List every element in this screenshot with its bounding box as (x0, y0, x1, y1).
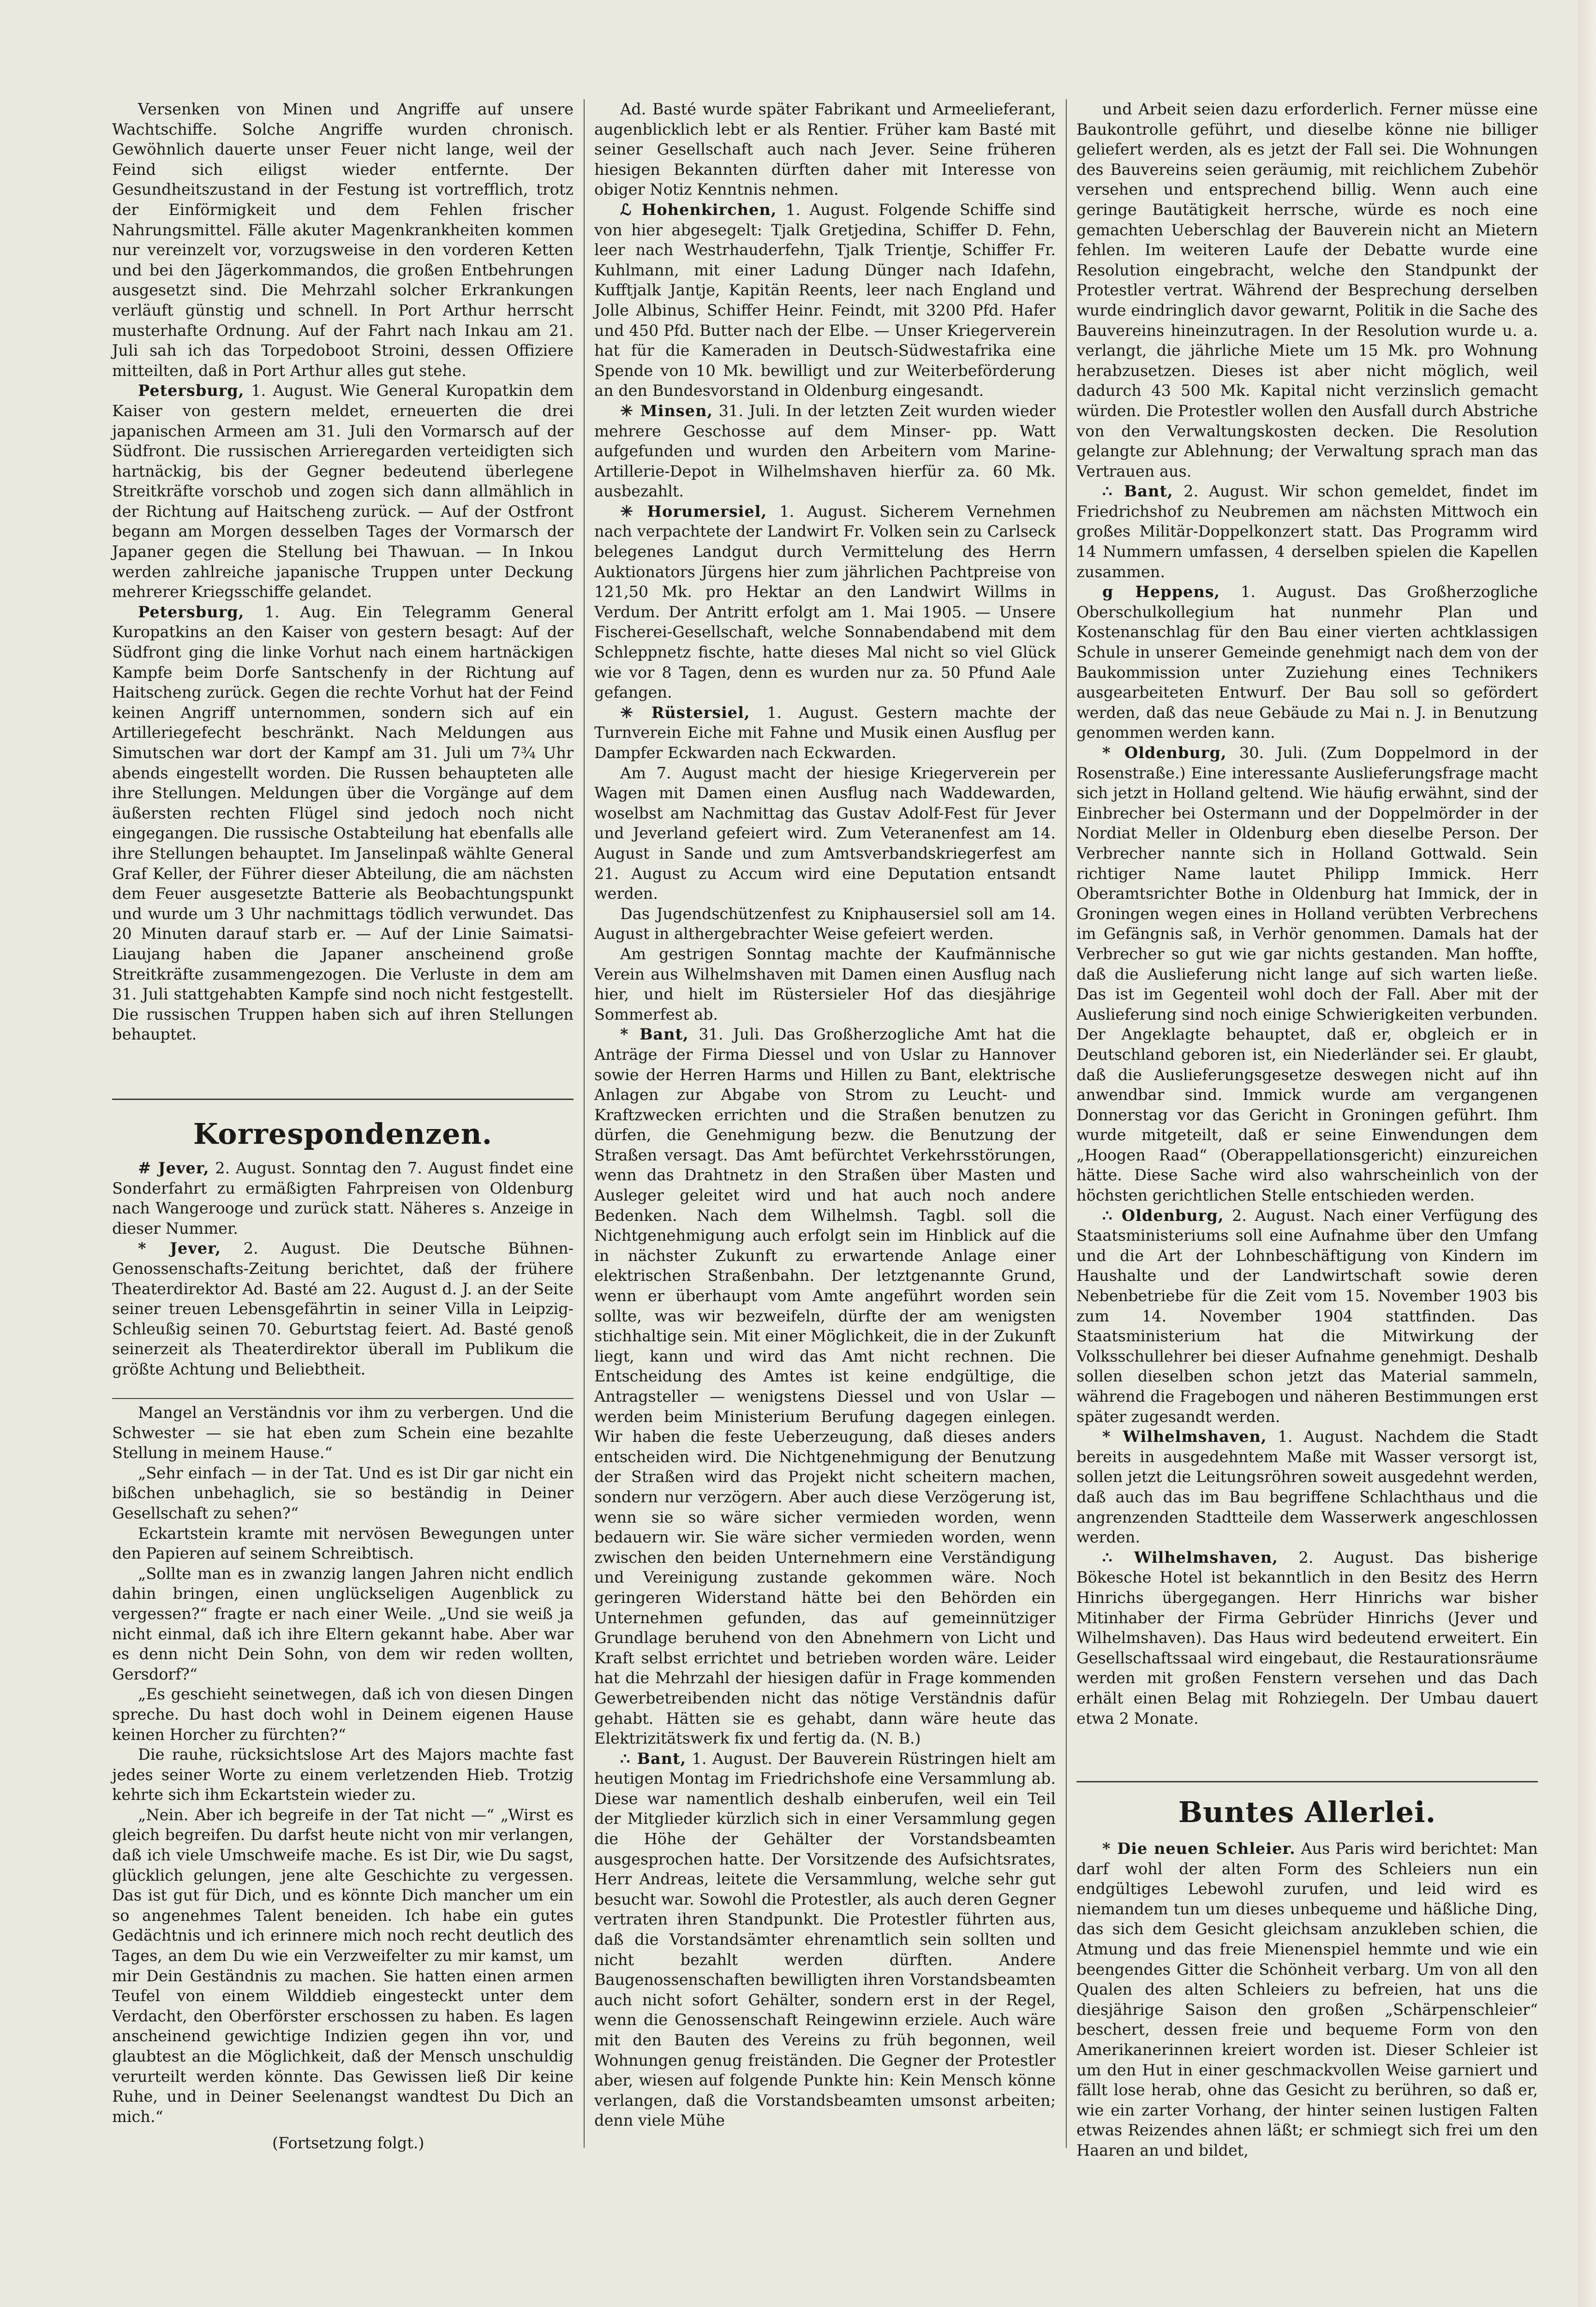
article-paragraph (112, 1238, 574, 1379)
article-paragraph (594, 502, 1056, 703)
paragraph-text: „Es geschieht seinetwegen, daß ich von diesen Dingen spreche. Du hast doch wohl in Deinem eigenen Hause keinen Horcher zu fürchten?“ (112, 1685, 574, 1744)
column-rule-2 (1066, 99, 1067, 2148)
paragraph-text: 1. August. Sicherem Vernehmen nach verpachtete der Landwirt Fr. Volken sein zu Carlseck belegenes Landgut durch Vermittelung des Herrn Auktionators Jürgens hier zum jährlichen Pachtpreise von 121,50 Mk. pro Hektar an den Landwirt Willms in Verdum. Der Antritt erfolgt am 1. Mai 1905. — Unsere Fischerei-Gesellschaft, welche Sonnabendabend mit dem Schleppnetz fischte, hatte dieses Mal nicht so viel Glück wie vor 8 Tagen, denn es wurden nur za. 50 Pfund Aale gefangen. (594, 502, 1056, 702)
article-paragraph (594, 703, 1056, 763)
article-paragraph (112, 1158, 574, 1238)
dateline: ∴ Bant, (1102, 482, 1173, 501)
article-paragraph (594, 1749, 1056, 2131)
continuation-note: (Fortsetzung folgt.) (272, 2134, 424, 2152)
paragraph-text: 2. August. Wir schon gemeldet, findet im Friedrichshof zu Neubremen am nächsten Mittwoch ein großes Militär-Doppelkonzert statt. Das Programm wird 14 Nummern umfassen, 4 derselben spielen die Kapellen zusammen. (1076, 482, 1538, 581)
article-paragraph (594, 1024, 1056, 1748)
article-paragraph (594, 401, 1056, 502)
article-paragraph (112, 1403, 574, 1463)
article-paragraph (112, 381, 574, 602)
article-paragraph (594, 99, 1056, 200)
article-paragraph (112, 99, 574, 381)
article-paragraph (594, 763, 1056, 904)
buntes-text (1076, 1839, 1538, 2161)
dateline: * Bant, (620, 1025, 689, 1044)
paragraph-text: 1. August. Das Großherzogliche Oberschulkollegium hat nunmehr Plan und Kostenanschlag für den Bau einer vierten achtklassigen Schule in unserer Gemeinde genehmigt nach dem von der Baukommission unter Zuziehung eines Technikers ausgearbeiteten Entwurf. Der Bau soll so gefördert werden, daß das neue Gebäude zu Mai n. J. in Benutzung genommen werden kann. (1076, 583, 1538, 742)
dateline: * Oldenburg, (1102, 744, 1227, 762)
dateline: # Jever, (138, 1159, 209, 1177)
korrespondenzen-text (112, 1158, 574, 1380)
article-paragraph (1076, 481, 1538, 582)
paragraph-text: Ad. Basté wurde später Fabrikant und Armeelieferant, augenblicklich lebt er als Rentier. Früher kam Basté mit seiner Gesellschaft auch nach Jever. Seine früheren hiesigen Bekannten dürften daher mit Interesse von obiger Notiz Kenntnis nehmen. (594, 100, 1056, 199)
section-divider (112, 1099, 574, 1100)
article-paragraph (112, 1463, 574, 1524)
dateline: * Jever, (138, 1239, 221, 1258)
paragraph-text: „Sehr einfach — in der Tat. Und es ist Dir gar nicht ein bißchen unbehaglich, sie so beständig in Deiner Gesellschaft zu sehen?“ (112, 1464, 574, 1522)
dateline: g Heppens, (1102, 583, 1220, 601)
article-paragraph (112, 1564, 574, 1685)
dateline: ∴ Wilhelmshaven, (1102, 1548, 1278, 1566)
dateline: * Die neuen Schleier. (1102, 1840, 1296, 1858)
article-paragraph (1076, 99, 1538, 481)
article-paragraph (112, 1745, 574, 1805)
article-paragraph (1076, 743, 1538, 1206)
article-paragraph (594, 944, 1056, 1024)
article-paragraph (112, 1524, 574, 1564)
article-paragraph (594, 200, 1056, 401)
dateline: Petersburg, (138, 603, 245, 621)
feuilleton-divider (112, 1398, 574, 1399)
paragraph-text: „Nein. Aber ich begreife in der Tat nicht —“ „Wirst es gleich begreifen. Du darfst heute nicht von mir verlangen, daß ich viele Umschweife mache. Es ist Dir, wie Du sagst, glücklich gelungen, jene alte Geschichte zu vergessen. Das ist gut für Dich, und es könnte Dich mancher um ein so angenehmes Talent beneiden. Ich habe ein gutes Gedächtnis und ich erinnere mich noch recht deutlich des Tages, an dem Du wie ein Verzweifelter zu mir kamst, um mir Dein Geständnis zu machen. Sie hatten einen armen Teufel von einem Wilddieb eingesteckt unter dem Verdacht, den Oberförster erschossen zu haben. Es lagen anscheinend gewichtige Indizien gegen ihn vor, und glaubtest an die Möglichkeit, daß der Mensch unschuldig verurteilt werden könnte. Das Gewissen ließ Dir keine Ruhe, und in Deiner Seelenangst wandtest Du Dich an mich.“ (112, 1805, 574, 2126)
paragraph-text: Am 7. August macht der hiesige Kriegerverein per Wagen mit Damen einen Ausflug nach Waddewarden, woselbst am Nachmittag das Gustav Adolf-Fest für Jever und Jeverland gefeiert wird. Zum Veteranenfest am 14. August in Sande und zum Amtsverbandskriegerfest am 21. August zu Accum wird eine Deputation entsandt werden. (594, 764, 1056, 903)
article-paragraph (1076, 1206, 1538, 1427)
paragraph-text: 2. August. Nach einer Verfügung des Staatsministeriums soll eine Aufnahme über den Umfang und die Art der Lohnbeschäftigung von Kindern im Haushalte und der Landwirtschaft sowie deren Nebenbetriebe für die Zeit vom 15. November 1903 bis zum 14. November 1904 stattfinden. Das Staatsministerium hat die Mitwirkung der Volksschullehrer bei dieser Aufnahme genehmigt. Deshalb sollen dieselben schon jetzt das Material sammeln, während die Fragebogen und näheren Bestimmungen erst später zugesandt werden. (1076, 1206, 1538, 1426)
article-paragraph (1076, 1427, 1538, 1548)
section-divider-buntes (1076, 1781, 1538, 1782)
section-heading-korrespondenzen: Korrespondenzen. (193, 1117, 493, 1151)
dateline: ℒ Hohenkirchen, (620, 200, 777, 219)
paragraph-text: Die rauhe, rücksichtslose Art des Majors machte fast jedes seiner Worte zu einem verletzenden Hieb. Trotzig kehrte sich ihm Eckartstein wieder zu. (112, 1745, 574, 1804)
dateline: Petersburg, (138, 382, 245, 400)
paragraph-text: Das Jugendschützenfest zu Kniphausersiel soll am 14. August in althergebrachter Weise gefeiert werden. (594, 904, 1056, 943)
paragraph-text: „Sollte man es in zwanzig langen Jahren nicht endlich dahin bringen, einen unglückseligen Augenblick zu vergessen?“ fragte er nach einer Weile. „Und sie weiß ja nicht einmal, daß ich ihre Eltern gekannt habe. Aber war es denn nicht Dein Sohn, von dem wir reden wollten, Gersdorf?“ (112, 1564, 574, 1683)
paragraph-text: Aus Paris wird berichtet: Man darf wohl der alten Form des Schleiers nun ein endgültiges Lebewohl zurufen, und leid wird es niemandem tun um dieses unbequeme und häßliche Ding, das sich dem Gesicht gleichsam anzukleben schien, die Atmung und das freie Mienenspiel hemmte und wie ein beengendes Gitter die Schönheit verbarg. Um von all den Qualen des alten Schleiers zu befreien, hat uns die diesjährige Saison den großen „Schärpenschleier“ beschert, dessen freie und bequeme Form von den Amerikanerinnen kreiert worden ist. Dieser Schleier ist um den Hut in einer geschmackvollen Weise garniert und fällt lose herab, ohne das Gesicht zu berühren, so daß er, wie ein zarter Vorhang, der hinter seinen lustigen Falten etwas Reizendes ahnen läßt; er schmiegt sich frei um den Haaren an und bildet, (1076, 1840, 1538, 2159)
paragraph-text: 1. August. Gestern machte der Turnverein Eiche mit Fahne und Musik einen Ausflug per Dampfer Eckwarden nach Eckwarden. (594, 703, 1056, 762)
dateline: * Wilhelmshaven, (1102, 1428, 1267, 1446)
dateline: ✳ Minsen, (620, 401, 713, 420)
article-paragraph (594, 904, 1056, 944)
dateline: ✳ Rüstersiel, (620, 703, 750, 722)
article-paragraph (1076, 1839, 1538, 2161)
dateline: ∴ Bant, (620, 1749, 687, 1768)
dateline: ✳ Horumersiel, (620, 502, 767, 520)
column-rule-1 (584, 99, 585, 2148)
paragraph-text: 1. August. Der Bauverein Rüstringen hielt am heutigen Montag im Friedrichshofe eine Versammlung ab. Diese war namentlich deshalb einberufen, weil ein Teil der Mitglieder kürzlich sich in einer Versammlung gegen die Höhe der Gehälter der Vorstandsbeamten ausgesprochen hatte. Der Vorsitzende des Aufsichtsrates, Herr Andreas, leitete die Versammlung, welche sehr gut besucht war. Sowohl die Protestler, als auch deren Gegner vertraten ihren Standpunkt. Die Protestler führten aus, daß die Vorstandsämter ehrenamtlich sein sollten und nicht bezahlt werden dürften. Andere Baugenossenschaften bewilligten ihren Vorstandsbeamten auch nicht sofort Gehälter, sondern erst in der Regel, wenn die Genossenschaft Reingewinn erziele. Auch wäre mit den Bauten des Vereins zu früh begonnen, weil Wohnungen genug freiständen. Die Gegner der Protestler aber, wiesen auf folgende Punkte hin: Kein Mensch könne verlangen, daß die Vorstandsbeamten umsonst arbeiten; denn viele Mühe (594, 1749, 1056, 2130)
column-2 (594, 99, 1056, 2131)
paragraph-text: 1. August. Folgende Schiffe sind von hier abgesegelt: Tjalk Gretjedina, Schiffer D. Fehn, leer nach Westrhauderfehn, Tjalk Trientje, Schiffer Fr. Kuhlmann, mit einer Ladung Dünger nach Idafehn, Kufftjalk Jantje, Kapitän Reents, leer nach England und Jolle Albinus, Schiffer Heinr. Feindt, mit 3200 Pfd. Hafer und 450 Pfd. Butter nach der Elbe. — Unser Kriegerverein hat für die Kameraden in Deutsch-Südwestafrika eine Spende von 10 Mk. bewilligt und zur Weiterbeförderung an den Bundesvorstand in Oldenburg eingesandt. (594, 200, 1056, 400)
paragraph-text: und Arbeit seien dazu erforderlich. Ferner müsse eine Baukontrolle geführt, und dieselbe könne nie billiger geliefert werden, als es jetzt der Fall sei. Die Wohnungen des Bauvereins seien geräumig, mit reichlichem Zubehör versehen und entsprechend billig. Wenn auch eine geringe Bautätigkeit herrsche, würde es noch eine gemachten Ueberschlag der Bauverein nicht an Mietern fehlen. Im weiteren Laufe der Debatte wurde eine Resolution eingebracht, welche den Standpunkt der Protestler vertrat. Während der Besprechung derselben wurde eindringlich davor gewarnt, Politik in die Sache des Bauvereins hineinzutragen. In der Resolution wurde u. a. verlangt, die jährliche Miete um 15 Mk. pro Wohnung herabzusetzen. Dieses ist aber nicht möglich, weil dadurch 43 500 Mk. Kapital nicht verzinslich gemacht würden. Die Protestler wollen den Ausfall durch Abstriche von den Verwaltungskosten decken. Die Resolution gelangte zur Ablehnung; der Verwaltung sprach man das Vertrauen aus. (1076, 100, 1538, 480)
article-paragraph (1076, 1548, 1538, 1728)
paragraph-text: 30. Juli. (Zum Doppelmord in der Rosenstraße.) Eine interessante Auslieferungsfrage macht sich jetzt in Holland geltend. Wie häufig erwähnt, sind der Einbrecher bei Ostermann und der Doppelmörder in der Nordiat Meller in Oldenburg eben dieselbe Person. Der Verbrecher nannte sich in Holland Gottwald. Sein richtiger Name lautet Philipp Immick. Herr Oberamtsrichter Bothe in Oldenburg hat Immick, der in Groningen wegen eines in Holland verübten Verbrechens im Gefängnis saß, in Verhör genommen. Damals hat der Verbrecher so gut wie gar nichts gestanden. Man hoffte, daß die Auslieferung nicht lange auf sich warten ließe. Das ist im Gegenteil wohl doch der Fall. Aber mit der Auslieferung sind noch einige Schwierigkeiten verbunden. Der Angeklagte behauptet, daß er, obgleich er in Deutschland geboren ist, ein Niederländer sei. Er glaubt, daß die Auslieferungsgesetze deswegen nicht auf ihn anwendbar sind. Immick wurde am vergangenen Donnerstag vor das Gericht in Groningen geführt. Ihm wurde mitgeteilt, daß er seine Einwendungen dem „Hoogen Raad“ (Oberappellationsgericht) einzureichen hätte. Diese Sache wird also wahrscheinlich von der höchsten gerichtlichen Stelle entschieden werden. (1076, 744, 1538, 1205)
paragraph-text: 2. August. Das bisherige Bökesche Hotel ist bekanntlich in den Besitz des Herrn Hinrichs übergegangen. Herr Hinrichs war bisher Mitinhaber der Firma Gebrüder Hinrichs (Jever und Wilhelmshaven). Das Haus wird bedeutend erweitert. Ein Gesellschaftssaal wird eingebaut, die Restaurationsräume werden mit großen Fenstern versehen und das Dach erhält einen Belag mit Rohziegeln. Der Umbau dauert etwa 2 Monate. (1076, 1548, 1538, 1727)
paragraph-text: 31. Juli. In der letzten Zeit wurden wieder mehrere Geschosse auf dem Minser- pp. Watt aufgefunden und wurden den Arbeitern vom Marine-Artillerie-Depot in Wilhelmshaven hierfür za. 60 Mk. ausbezahlt. (594, 401, 1056, 501)
article-paragraph (112, 1805, 574, 2127)
column-1 (112, 99, 574, 1045)
article-paragraph (112, 1684, 574, 1745)
paragraph-text: 1. August. Wie General Kuropatkin dem Kaiser von gestern meldet, erneuerten die drei japanischen Armeen am 31. Juli den Vormarsch auf der Südfront. Die russischen Arrieregarden verteidigten sich hartnäckig, bis der Gegner bedeutend überlegene Streitkräfte vorschob und zogen sich dann allmählich in der Richtung auf Haitscheng zurück. — Auf der Ostfront begann am Morgen desselben Tages der Vormarsch der Japaner gegen die Stellung bei Thawuan. — In Inkou werden zahlreiche japanische Truppen unter Deckung mehrerer Kriegsschiffe gelandet. (112, 382, 574, 601)
feuilleton-text (112, 1403, 574, 2127)
paragraph-text: Am gestrigen Sonntag machte der Kaufmännische Verein aus Wilhelmshaven mit Damen einen Ausflug nach hier, und hielt im Rüstersieler Hof das diesjährige Sommerfest ab. (594, 944, 1056, 1023)
section-heading-buntes: Buntes Allerlei. (1178, 1795, 1436, 1829)
paragraph-text: 31. Juli. Das Großherzogliche Amt hat die Anträge der Firma Diessel und von Uslar zu Hannover sowie der Herren Harms und Hillen zu Bant, elektrische Anlagen zur Abgabe von Strom zu Leucht- und Kraftzwecken errichten und die Straßen benutzen zu dürfen, die Genehmigung bezw. die Benutzung der Straßen versagt. Das Amt befürchtet Verkehrsstörungen, wenn das Drahtnetz in den Straßen über Masten und Ausleger geleitet wird und hat auch noch andere Bedenken. Nach dem Wilhelmsh. Tagbl. soll die Nichtgenehmigung auch erfolgt sein im Hinblick auf die in nächster Zukunft zu erwartende Anlage einer elektrischen Straßenbahn. Der letztgenannte Grund, wenn er überhaupt vom Amte angeführt worden sein sollte, was wir bezweifeln, dürfte der am wenigsten stichhaltige sein. Mit einer Möglichkeit, die in der Zukunft liegt, kann und wird das Amt nicht rechnen. Die Entscheidung des Amtes ist keine endgültige, die Antragsteller — wenigstens Diessel und von Uslar — werden beim Ministerium Berufung dagegen einlegen. Wir haben die feste Ueberzeugung, daß dieses anders entscheiden wird. Die Nichtgenehmigung der Benutzung der Straßen wird das Projekt nicht scheitern machen, sondern nur verzögern. Aber auch diese Verzögerung ist, wenn sie so wäre sicher vermieden worden, wenn bedauern wir. Sie wäre sicher vermieden worden, wenn zwischen den beiden Unternehmern eine Verständigung und Vereinigung zustande gekommen wäre. Noch geringeren Widerstand hätte bei den Behörden ein Unternehmen gefunden, das auf gemeinnütziger Grundlage beruhend von den Abnehmern von Licht und Kraft selbst errichtet und betrieben worden wäre. Leider hat die Mehrzahl der hiesigen dafür in Frage kommenden Gewerbetreibenden nicht das nötige Verständnis dafür gehabt. Hätten sie es gehabt, dann wäre heute das Elektrizitätswerk fix und fertig da. (N. B.) (594, 1025, 1056, 1748)
paragraph-text: 2. August. Sonntag den 7. August findet eine Sonderfahrt zu ermäßigten Fahrpreisen von Oldenburg nach Wangerooge und zurück statt. Näheres s. Anzeige in dieser Nummer. (112, 1159, 574, 1237)
article-paragraph (112, 602, 574, 1045)
column-3 (1076, 99, 1538, 1728)
paragraph-text: Eckartstein kramte mit nervösen Bewegungen unter den Papieren auf seinem Schreibtisch. (112, 1524, 574, 1563)
paragraph-text: Mangel an Verständnis vor ihm zu verbergen. Und die Schwester — sie hat eben zum Schein eine bezahlte Stellung in meinem Hause.“ (112, 1404, 574, 1462)
paragraph-text: 2. August. Die Deutsche Bühnen-Genossenschafts-Zeitung berichtet, daß der frühere Theaterdirektor Ad. Basté am 22. August d. J. an der Seite seiner treuen Lebensgefährtin in seiner Villa in Leipzig-Schleußig seinen 70. Geburtstag feiert. Ad. Basté genoß seinerzeit als Theaterdirektor überall im Publikum die größte Achtung und Beliebtheit. (112, 1239, 574, 1378)
paragraph-text: 1. August. Nachdem die Stadt bereits in ausgedehntem Maße mit Wasser versorgt ist, sollen jetzt die Leitungsröhren soweit ausgedehnt werden, daß auch das im Bau begriffene Schlachthaus und die angrenzenden Stadtteile dem Wasserwerk angeschlossen werden. (1076, 1428, 1538, 1547)
paragraph-text: Versenken von Minen und Angriffe auf unsere Wachtschiffe. Solche Angriffe wurden chronisch. Gewöhnlich dauerte unser Feuer nicht lange, weil der Feind sich eiligst wieder entfernte. Der Gesundheitszustand in der Festung ist vortrefflich, trotz der Einförmigkeit und dem Fehlen frischer Nahrungsmittel. Fälle akuter Magenkrankheiten kommen nur vereinzelt vor, vorzugsweise in den vorderen Ketten und bei den Jägerkommandos, die großen Entbehrungen ausgesetzt sind. Die Mehrzahl solcher Erkrankungen verläuft günstig und schnell. In Port Arthur herrscht musterhafte Ordnung. Auf der Fahrt nach Inkau am 21. Juli sah ich das Torpedoboot Stroini, dessen Offiziere mitteilten, daß in Port Arthur alles gut stehe. (112, 100, 574, 380)
paragraph-text: 1. Aug. Ein Telegramm General Kuropatkins an den Kaiser von gestern besagt: Auf der Südfront ging die linke Vorhut nach einem hartnäckigen Kampfe beim Dorfe Santschenfy in der Richtung auf Haitscheng zurück. Gegen die rechte Vorhut hat der Feind keinen Angriff unternommen, sondern sich auf ein Artilleriegefecht beschränkt. Nach Meldungen aus Simutschen war dort der Kampf am 31. Juli um 7¾ Uhr abends eingestellt worden. Die Russen behaupteten alle ihre Stellungen. Meldungen über die Vorgänge auf dem äußersten rechten Flügel sind jedoch noch nicht eingegangen. Die russische Ostabteilung hat ebenfalls alle ihre Stellungen behauptet. Im Janselinpaß wählte General Graf Keller, der Führer dieser Abteilung, die am nächsten dem Feuer ausgesetzte Batterie als Beobachtungspunkt und wurde um 3 Uhr nachmittags tödlich verwundet. Das 20 Minuten darauf starb er. — Auf der Linie Saimatsi-Liaujang haben die Japaner anscheinend große Streitkräfte zusammengezogen. Die Verluste in dem am 31. Juli stattgehabten Kampfe sind noch nicht festgestellt. Die russischen Truppen haben sich auf ihren Stellungen behauptet. (112, 603, 574, 1044)
article-paragraph (1076, 582, 1538, 743)
dateline: ∴ Oldenburg, (1102, 1206, 1224, 1225)
